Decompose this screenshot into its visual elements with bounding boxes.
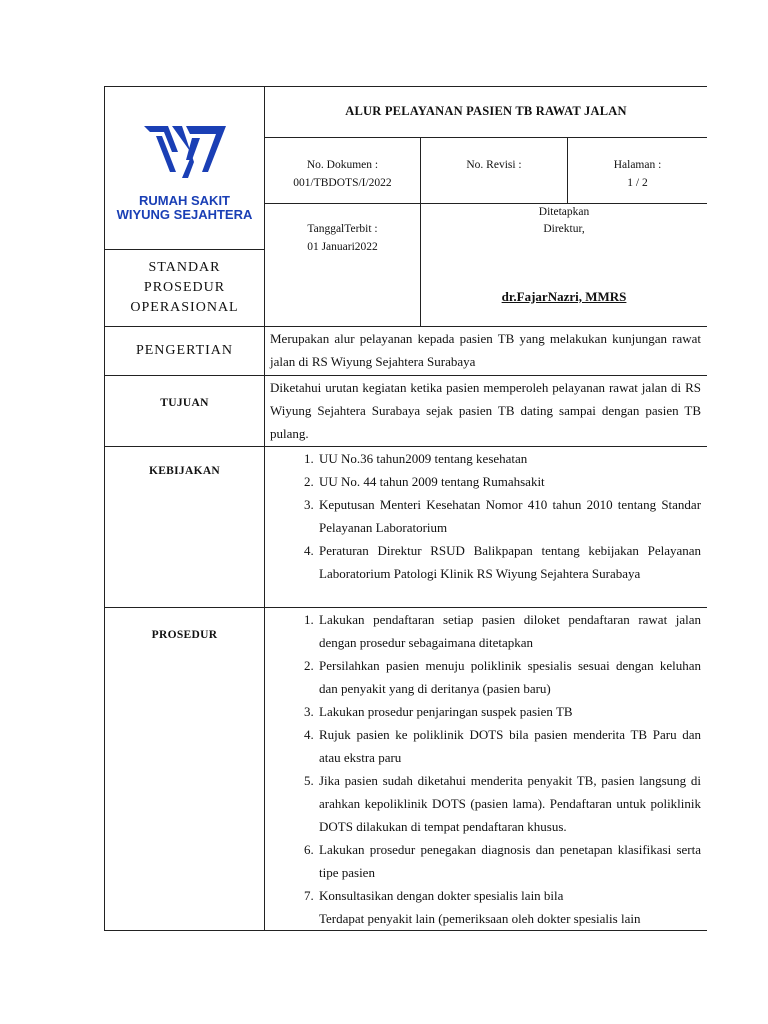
kebijakan-label: KEBIJAKAN (105, 447, 265, 608)
page-value: 1 / 2 (627, 177, 648, 190)
kebijakan-list (265, 447, 707, 585)
kebijakan-content (265, 447, 708, 608)
pengertian-label: PENGERTIAN (105, 327, 265, 376)
sop-document (104, 86, 707, 946)
kebijakan-item: 4. Peraturan Direktur RSUD Balikpapan tentang kebijakan Pelayanan Laboratorium Patologi Klinik RS Wiyung Sejahtera Surabaya (317, 539, 701, 585)
approval-cell (421, 204, 708, 327)
hospital-name-line2: WIYUNG SEJAHTERA (116, 207, 253, 222)
prosedur-item: 2. Persilahkan pasien menuju poliklinik spesialis sesuai dengan keluhan dan penyakit yang di deritanya (pasien baru) (317, 654, 701, 700)
sop-table (104, 86, 707, 931)
prosedur-label: PROSEDUR (105, 608, 265, 931)
document-title: ALUR PELAYANAN PASIEN TB RAWAT JALAN (265, 87, 708, 138)
issue-date-cell (265, 204, 421, 327)
kebijakan-item: 3. Keputusan Menteri Kesehatan Nomor 410 tahun 2010 tentang Standar Pelayanan Laboratorium (317, 493, 701, 539)
sop-label-cell (105, 250, 265, 327)
hospital-logo-cell (105, 87, 265, 250)
hospital-name-line1: RUMAH SAKIT (139, 193, 230, 209)
prosedur-list (265, 608, 707, 907)
sop-label-line3: OPERASIONAL (130, 300, 239, 316)
sop-label-line2: PROSEDUR (143, 279, 226, 295)
document-number-cell (265, 138, 421, 204)
prosedur-content (265, 608, 708, 931)
revision-cell (421, 138, 568, 204)
hospital-logo-icon (142, 122, 228, 184)
kebijakan-item: 1. UU No.36 tahun2009 tentang kesehatan (317, 447, 701, 470)
revision-label: No. Revisi : (466, 159, 522, 171)
sop-label-line1: STANDAR (148, 259, 221, 275)
hospital-logo (105, 122, 264, 188)
approver-name: dr.FajarNazri, MMRS (501, 288, 627, 304)
prosedur-item: 4. Rujuk pasien ke poliklinik DOTS bila pasien menderita TB Paru dan atau ekstra paru (317, 723, 701, 769)
issue-date-label: TanggalTerbit : (307, 223, 378, 235)
issue-date-value: 01 Januari2022 (307, 241, 378, 254)
tujuan-text: Diketahui urutan kegiatan ketika pasien memperoleh pelayanan rawat jalan di RS Wiyung Sejahtera Surabaya sejak pasien TB dating sampai dengan pasien TB pulang. (265, 376, 708, 447)
prosedur-item: 5. Jika pasien sudah diketahui menderita penyakit TB, pasien langsung di arahkan kepoliklinik DOTS (pasien lama). Pendaftaran untuk poliklinik DOTS dilakukan di tempat pendaftaran khusus. (317, 769, 701, 838)
prosedur-item: 3. Lakukan prosedur penjaringan suspek pasien TB (317, 700, 701, 723)
approval-label: Ditetapkan (538, 206, 590, 218)
prosedur-continuation: Terdapat penyakit lain (pemeriksaan oleh dokter spesialis lain (319, 911, 641, 926)
document-number-label: No. Dokumen : (306, 159, 379, 171)
document-number-value: 001/TBDOTS/I/2022 (293, 177, 392, 190)
prosedur-item: 7. Konsultasikan dengan dokter spesialis lain bila (317, 884, 701, 907)
prosedur-item: 6. Lakukan prosedur penegakan diagnosis dan penetapan klasifikasi serta tipe pasien (317, 838, 701, 884)
page-label: Halaman : (613, 159, 662, 171)
approval-role: Direktur, (543, 223, 585, 236)
page-cell (568, 138, 708, 204)
pengertian-text: Merupakan alur pelayanan kepada pasien TB yang melakukan kunjungan rawat jalan di RS Wiyung Sejahtera Surabaya (265, 327, 708, 376)
prosedur-item: 1. Lakukan pendaftaran setiap pasien diloket pendaftaran rawat jalan dengan prosedur sebagaimana ditetapkan (317, 608, 701, 654)
kebijakan-item: 2. UU No. 44 tahun 2009 tentang Rumahsakit (317, 470, 701, 493)
tujuan-label: TUJUAN (105, 376, 265, 447)
